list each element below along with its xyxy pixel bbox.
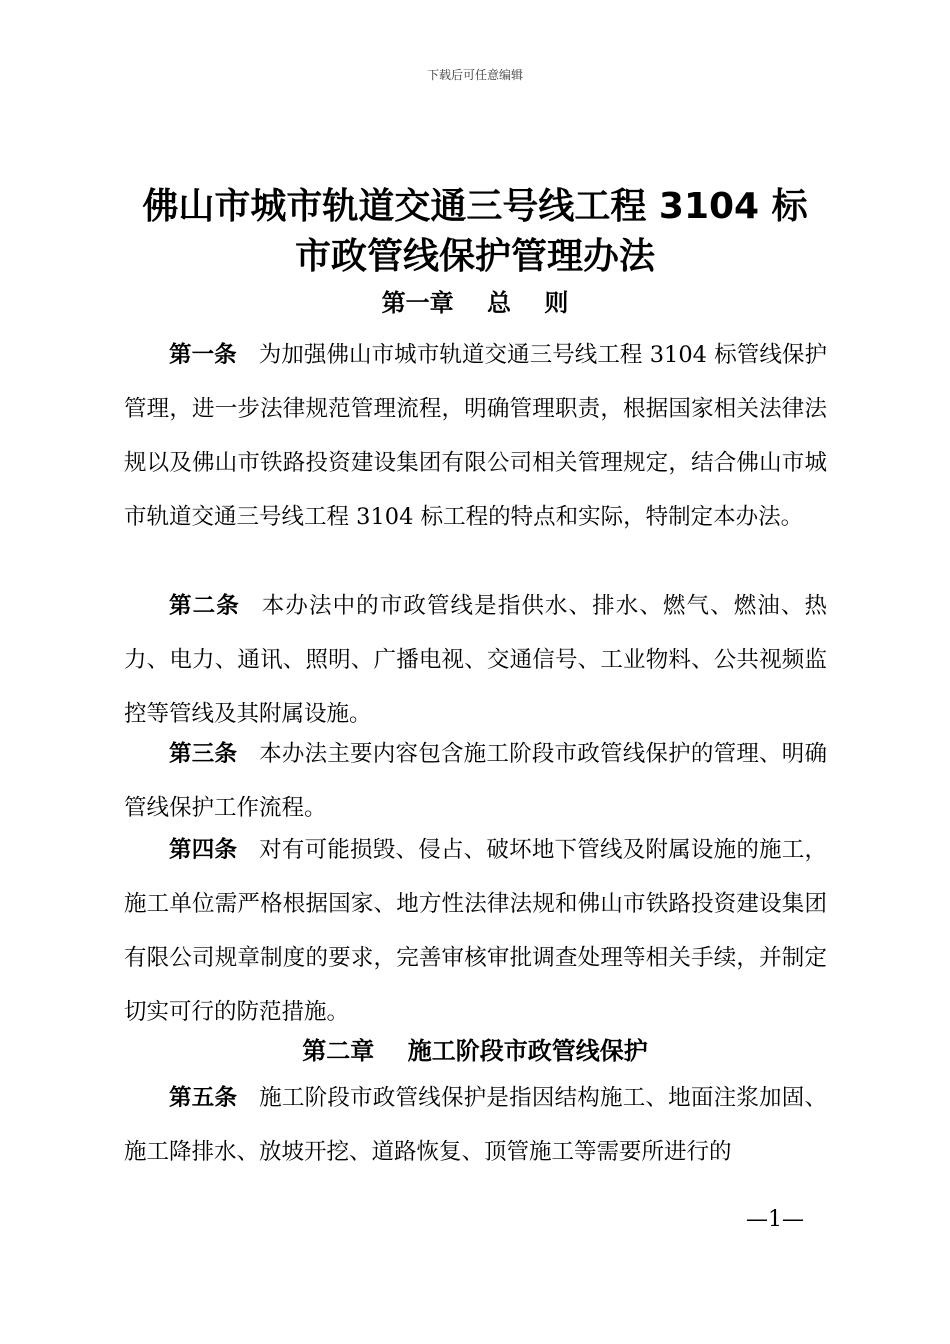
article-label: 第三条: [169, 741, 238, 767]
header-note: 下载后可任意编辑: [426, 68, 523, 82]
article-text: 施工阶段市政管线保护是指因结构施工、地面注浆加固、施工降排水、放坡开挖、道路恢复、顶管施工等需要所进行的: [124, 1085, 827, 1165]
page-number: —1—: [746, 1207, 804, 1232]
document-title-line-1: 佛山市城市轨道交通三号线工程 3104 标: [142, 186, 808, 227]
article-3: [124, 727, 827, 835]
chapter-heading-1: 第一章 总 则: [381, 289, 569, 317]
article-1: [124, 328, 827, 544]
article-label: 第一条: [169, 342, 237, 368]
article-4: [124, 823, 827, 1039]
article-2: [124, 579, 827, 741]
article-label: 第四条: [169, 837, 238, 863]
document-title-line-2: 市政管线保护管理办法: [294, 236, 655, 277]
article-text: 本办法主要内容包含施工阶段市政管线保护的管理、明确管线保护工作流程。: [124, 741, 827, 821]
article-5: [124, 1071, 827, 1179]
article-label: 第五条: [169, 1085, 238, 1111]
article-label: 第二条: [169, 593, 240, 619]
article-text: 对有可能损毁、侵占、破坏地下管线及附属设施的施工，施工单位需严格根据国家、地方性法律法规和佛山市铁路投资建设集团有限公司规章制度的要求，完善审核审批调查处理等相关手续，并制定切实可行的防范措施。: [124, 837, 827, 1025]
chapter-heading-2: 第二章 施工阶段市政管线保护: [302, 1037, 648, 1065]
article-text: 为加强佛山市城市轨道交通三号线工程 3104 标管线保护管理，进一步法律规范管理流程，明确管理职责，根据国家相关法律法规以及佛山市铁路投资建设集团有限公司相关管理规定，结合佛山市城市轨道交通三号线工程 3104 标工程的特点和实际，特制定本办法。: [124, 342, 827, 530]
article-text: 本办法中的市政管线是指供水、排水、燃气、燃油、热力、电力、通讯、照明、广播电视、交通信号、工业物料、公共视频监控等管线及其附属设施。: [124, 593, 827, 727]
